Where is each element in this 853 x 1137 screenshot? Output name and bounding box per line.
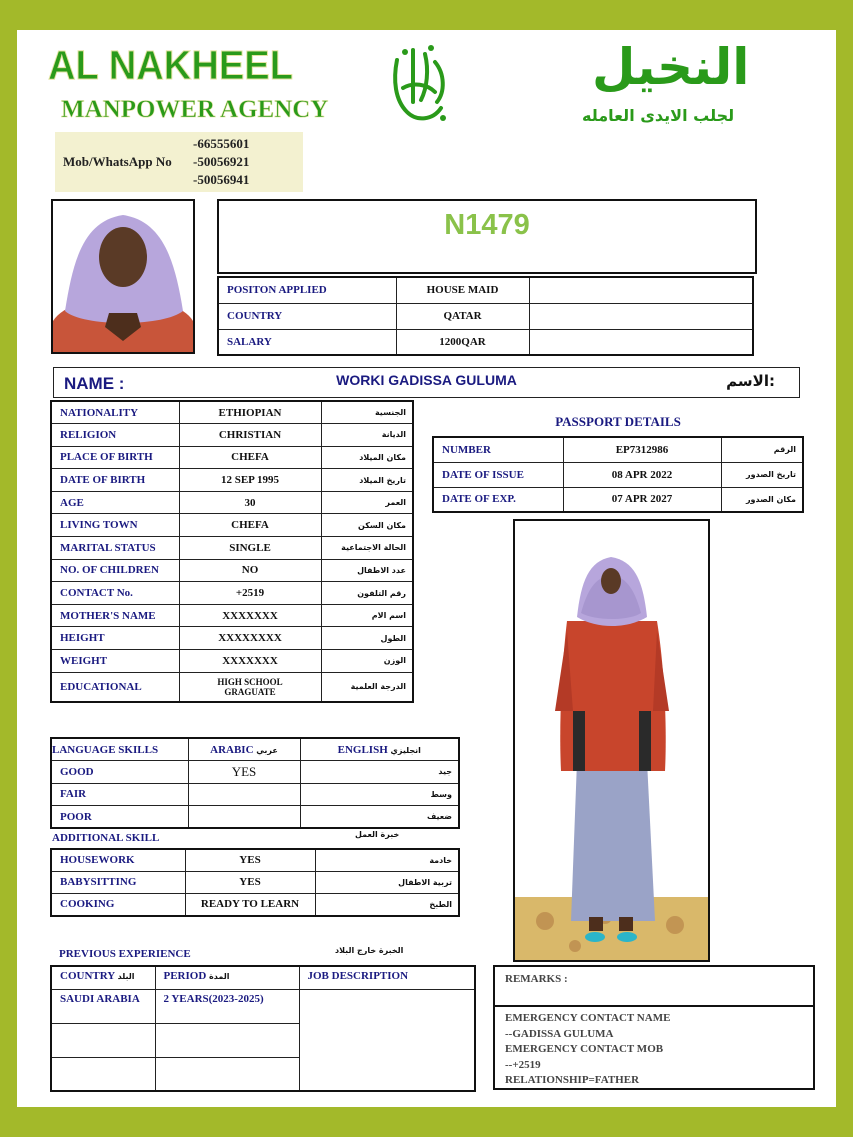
field-label-arabic: الرقم xyxy=(721,437,803,462)
empty-cell xyxy=(529,329,753,355)
period-header-arabic: المدة xyxy=(209,972,230,981)
table-row xyxy=(51,672,413,702)
empty-cell xyxy=(51,1023,155,1057)
field-label-arabic: الدرجة العلمية xyxy=(321,672,413,702)
table-row xyxy=(51,871,459,893)
field-label-arabic: الحالة الاجتماعية xyxy=(321,537,413,560)
english-level-arabic: جيد xyxy=(300,761,459,784)
field-label-arabic: اسم الام xyxy=(321,604,413,627)
table-row xyxy=(51,627,413,650)
english-column-header xyxy=(300,738,459,761)
field-value: XXXXXXX xyxy=(179,650,321,673)
field-label-arabic: تاريخ الصدور xyxy=(721,462,803,487)
reference-number: N1479 xyxy=(444,209,530,241)
field-label: HEIGHT xyxy=(51,627,179,650)
field-label-arabic: مكان الصدور xyxy=(721,487,803,512)
table-row xyxy=(51,738,459,761)
field-label: PLACE OF BIRTH xyxy=(51,446,179,469)
field-label-arabic: مكان الميلاد xyxy=(321,446,413,469)
skill-value: YES xyxy=(185,849,315,871)
table-row xyxy=(51,514,413,537)
cv-page xyxy=(17,30,836,1107)
table-row xyxy=(218,329,753,355)
field-label-arabic: الطول xyxy=(321,627,413,650)
skill-value: READY TO LEARN xyxy=(185,894,315,916)
language-skills-header: LANGUAGE SKILLS xyxy=(51,738,188,761)
field-label: DATE OF BIRTH xyxy=(51,469,179,492)
salary-value: 1200QAR xyxy=(396,329,529,355)
table-row xyxy=(51,849,459,871)
field-label: DATE OF ISSUE xyxy=(433,462,563,487)
table-row xyxy=(51,806,459,829)
table-row xyxy=(51,650,413,673)
field-label-arabic: العمر xyxy=(321,491,413,514)
arabic-ar-label: عربي xyxy=(256,745,278,755)
position-value: HOUSE MAID xyxy=(396,277,529,303)
portrait-photo xyxy=(51,199,195,354)
table-row xyxy=(51,894,459,916)
field-label-arabic: الوزن xyxy=(321,650,413,673)
skill-label: HOUSEWORK xyxy=(51,849,185,871)
field-value: 08 APR 2022 xyxy=(563,462,721,487)
table-row xyxy=(51,966,475,989)
calligraphy-logo xyxy=(383,40,457,130)
field-label: EDUCATIONAL xyxy=(51,672,179,702)
skill-arabic: الطبخ xyxy=(315,894,459,916)
table-row xyxy=(51,989,475,1023)
country-header xyxy=(51,966,155,989)
field-label: AGE xyxy=(51,491,179,514)
reference-box xyxy=(217,199,757,274)
field-label: NATIONALITY xyxy=(51,401,179,424)
english-ar-label: انجليزي xyxy=(390,745,421,755)
skill-arabic: تربية الاطفال xyxy=(315,871,459,893)
empty-cell xyxy=(51,1057,155,1091)
language-skills-table xyxy=(50,737,460,829)
field-label: NUMBER xyxy=(433,437,563,462)
name-label: NAME : xyxy=(64,374,125,393)
period-header xyxy=(155,966,299,989)
arabic-level-value xyxy=(188,806,300,829)
table-row xyxy=(51,424,413,447)
field-label: NO. OF CHILDREN xyxy=(51,559,179,582)
table-row xyxy=(51,446,413,469)
table-row xyxy=(51,761,459,784)
field-label: DATE OF EXP. xyxy=(433,487,563,512)
field-label-arabic: رقم التلفون xyxy=(321,582,413,605)
field-value: NO xyxy=(179,559,321,582)
position-table xyxy=(217,276,754,356)
remarks-line: RELATIONSHIP=FATHER xyxy=(505,1074,640,1086)
field-value: HIGH SCHOOL GRAGUATE xyxy=(179,672,321,702)
country-header-label: COUNTRY xyxy=(60,970,115,982)
experience-country: SAUDI ARABIA xyxy=(51,989,155,1023)
english-level-arabic: ضعيف xyxy=(300,806,459,829)
remarks-title: REMARKS : xyxy=(495,967,813,1007)
field-label: WEIGHT xyxy=(51,650,179,673)
remarks-line: --GADISSA GULUMA xyxy=(505,1027,614,1040)
experience-table xyxy=(50,965,476,1092)
arabic-agency-name: النخيل xyxy=(592,38,750,96)
additional-skills-table xyxy=(50,848,460,917)
table-row xyxy=(433,437,803,462)
field-value: CHEFA xyxy=(179,514,321,537)
arabic-column-header xyxy=(188,738,300,761)
field-label: CONTACT No. xyxy=(51,582,179,605)
level-label: GOOD xyxy=(51,761,188,784)
empty-cell xyxy=(529,277,753,303)
arabic-level-value xyxy=(188,783,300,806)
table-row xyxy=(51,401,413,424)
experience-period: 2 YEARS(2023-2025) xyxy=(155,989,299,1023)
field-label: LIVING TOWN xyxy=(51,514,179,537)
table-row xyxy=(433,462,803,487)
phone-number: -50056941 xyxy=(193,172,250,187)
passport-table xyxy=(432,436,804,513)
field-value: CHRISTIAN xyxy=(179,424,321,447)
table-row xyxy=(51,559,413,582)
candidate-name: WORKI GADISSA GULUMA xyxy=(336,372,517,388)
field-value: CHEFA xyxy=(179,446,321,469)
field-value: XXXXXXXX xyxy=(179,627,321,650)
country-value: QATAR xyxy=(396,303,529,329)
table-row xyxy=(51,469,413,492)
field-label-arabic: مكان السكن xyxy=(321,514,413,537)
level-label: POOR xyxy=(51,806,188,829)
empty-cell xyxy=(155,1057,299,1091)
field-label: MOTHER'S NAME xyxy=(51,604,179,627)
table-row xyxy=(51,604,413,627)
field-label: MARITAL STATUS xyxy=(51,537,179,560)
arabic-level-value: YES xyxy=(188,761,300,784)
table-row xyxy=(51,582,413,605)
arabic-en-label: ARABIC xyxy=(210,743,254,756)
field-label: RELIGION xyxy=(51,424,179,447)
english-level-arabic: وسط xyxy=(300,783,459,806)
skill-label: COOKING xyxy=(51,894,185,916)
field-value: ETHIOPIAN xyxy=(179,401,321,424)
skill-label: BABYSITTING xyxy=(51,871,185,893)
position-label: POSITON APPLIED xyxy=(218,277,396,303)
phone-label: Mob/WhatsApp No xyxy=(63,154,172,169)
phone-number: -50056921 xyxy=(193,154,250,169)
previous-experience-title: PREVIOUS EXPERIENCE xyxy=(59,948,191,960)
phone-number: -66555601 xyxy=(193,136,250,151)
personal-details-table xyxy=(50,400,414,703)
field-value: 30 xyxy=(179,491,321,514)
empty-cell xyxy=(529,303,753,329)
remarks-line: EMERGENCY CONTACT MOB xyxy=(505,1043,664,1055)
field-value: SINGLE xyxy=(179,537,321,560)
phone-box xyxy=(55,132,303,192)
field-value: EP7312986 xyxy=(563,437,721,462)
table-row xyxy=(433,487,803,512)
additional-skill-title-arabic: خبرة العمل xyxy=(355,830,400,839)
agency-name: AL NAKHEEL xyxy=(48,42,294,88)
table-row xyxy=(218,277,753,303)
job-header: JOB DESCRIPTION xyxy=(299,966,475,989)
skill-arabic: خادمة xyxy=(315,849,459,871)
field-value: +2519 xyxy=(179,582,321,605)
field-label-arabic: الجنسية xyxy=(321,401,413,424)
table-row xyxy=(218,303,753,329)
field-label-arabic: الديانة xyxy=(321,424,413,447)
english-en-label: ENGLISH xyxy=(337,743,388,756)
field-value: 12 SEP 1995 xyxy=(179,469,321,492)
remarks-line: EMERGENCY CONTACT NAME xyxy=(505,1012,671,1024)
table-row xyxy=(51,783,459,806)
additional-skill-title: ADDITIONAL SKILL xyxy=(52,832,160,844)
passport-title: PASSPORT DETAILS xyxy=(555,414,681,429)
empty-cell xyxy=(155,1023,299,1057)
arabic-agency-subtitle: لجلب الايدى العامله xyxy=(582,106,735,125)
table-row xyxy=(51,491,413,514)
field-value: 07 APR 2027 xyxy=(563,487,721,512)
salary-label: SALARY xyxy=(218,329,396,355)
country-label: COUNTRY xyxy=(218,303,396,329)
period-header-label: PERIOD xyxy=(163,970,207,982)
field-label-arabic: عدد الاطفال xyxy=(321,559,413,582)
remarks-box xyxy=(493,965,815,1090)
name-bar xyxy=(53,367,800,398)
job-description-cell xyxy=(299,989,475,1091)
field-value: XXXXXXX xyxy=(179,604,321,627)
skill-value: YES xyxy=(185,871,315,893)
level-label: FAIR xyxy=(51,783,188,806)
remarks-body xyxy=(495,1007,813,1093)
full-body-photo xyxy=(513,519,710,962)
name-label-arabic: الاسم: xyxy=(726,372,775,390)
agency-subtitle: MANPOWER AGENCY xyxy=(61,96,329,123)
remarks-line: --+2519 xyxy=(505,1058,541,1071)
field-label-arabic: تاريخ الميلاد xyxy=(321,469,413,492)
previous-experience-title-arabic: الخبرة خارج البلاد xyxy=(335,946,404,955)
country-header-arabic: البلد xyxy=(117,972,135,981)
table-row xyxy=(51,537,413,560)
